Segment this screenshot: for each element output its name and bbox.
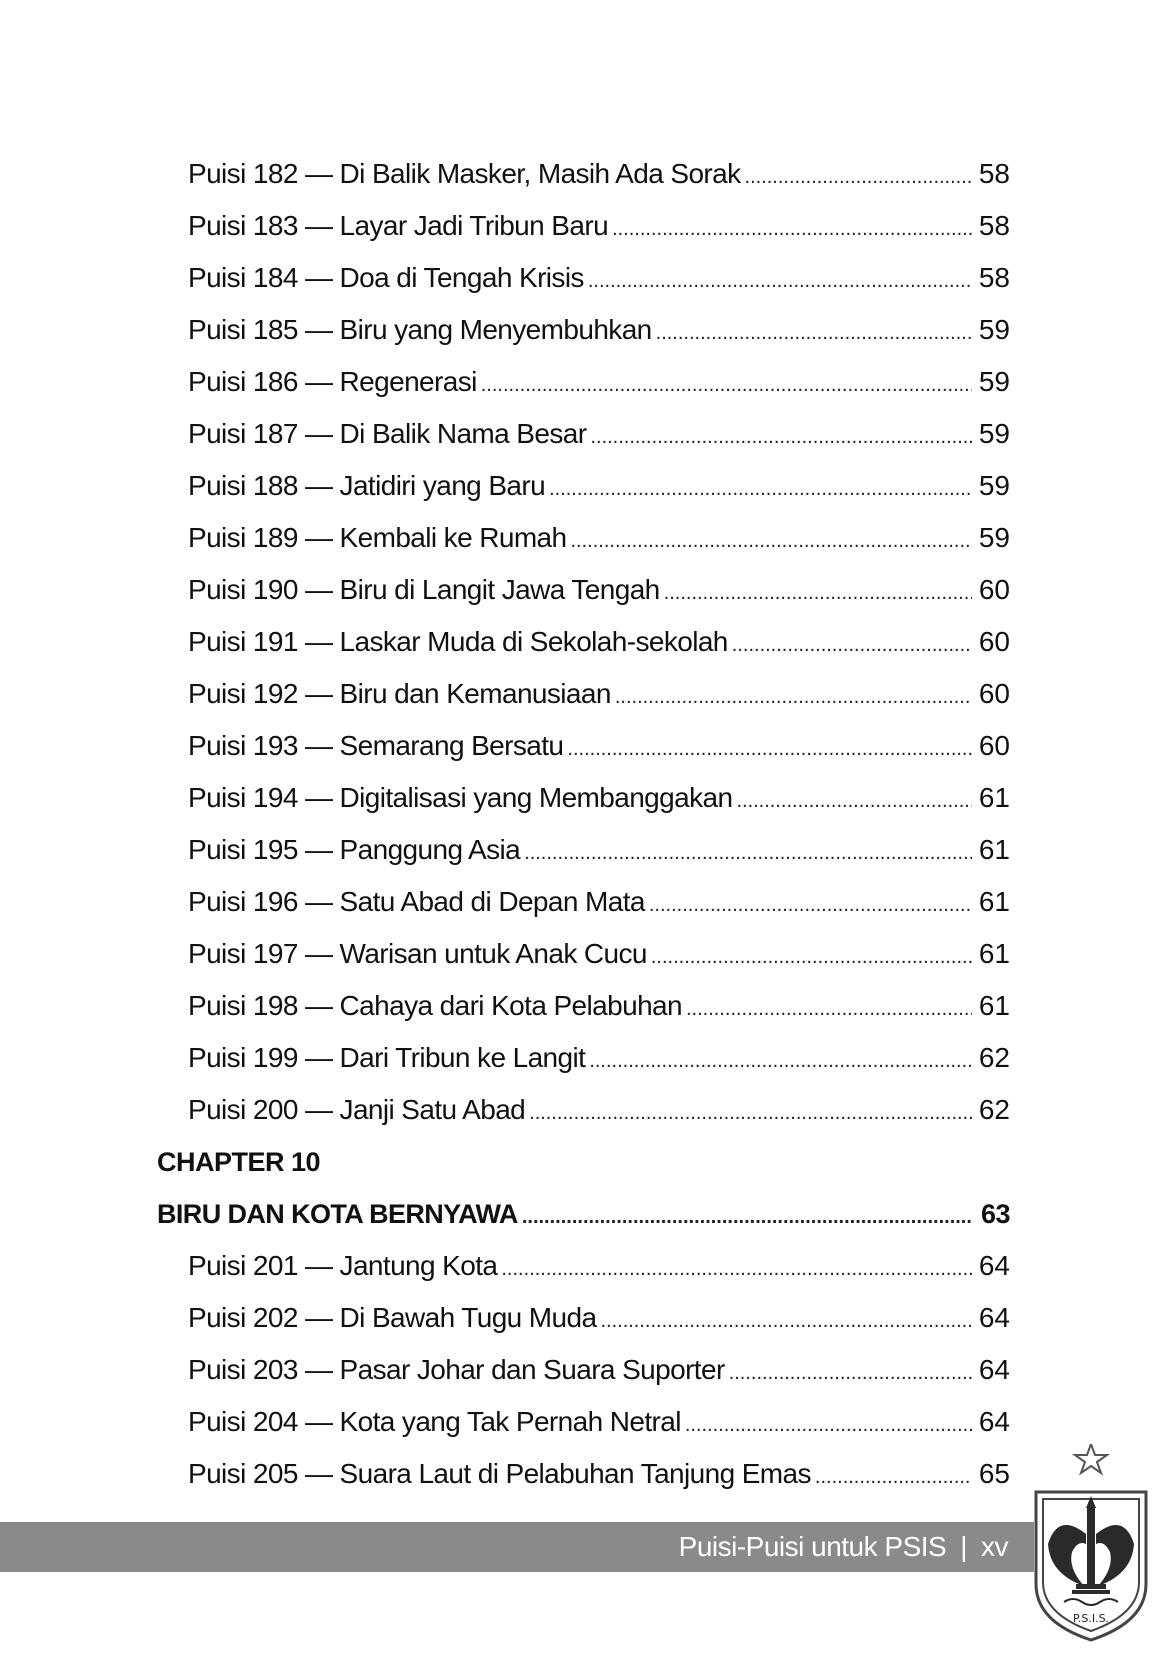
dot-leader [656, 304, 972, 359]
toc-entry[interactable] [0, 304, 1010, 356]
entry-title: Puisi 198 — Cahaya dari Kota Pelabuhan [188, 990, 682, 1021]
entry-title: Puisi 188 — Jatidiri yang Baru [188, 470, 546, 501]
toc-entry[interactable] [0, 1240, 1010, 1292]
dot-leader [664, 564, 972, 619]
monument [1087, 1506, 1095, 1586]
dot-leader [686, 980, 972, 1035]
dot-leader [600, 1292, 972, 1347]
toc-entry[interactable] [0, 356, 1010, 408]
book-title: Puisi-Puisi untuk PSIS [678, 1531, 947, 1562]
entry-title: Puisi 201 — Jantung Kota [188, 1250, 498, 1281]
dot-leader [732, 616, 972, 671]
toc-entry[interactable] [0, 252, 1010, 304]
toc-entry[interactable] [0, 200, 1010, 252]
entry-page-number: 64 [978, 1302, 1010, 1333]
toc-entry[interactable] [0, 928, 1010, 980]
dot-leader [549, 460, 972, 515]
chapter-title: BIRU DAN KOTA BERNYAWA [157, 1199, 518, 1229]
toc-entry[interactable] [0, 980, 1010, 1032]
toc-entry[interactable] [0, 876, 1010, 928]
dot-leader [685, 1396, 972, 1451]
dot-leader [567, 720, 972, 775]
entry-page-number: 62 [978, 1042, 1010, 1073]
entry-title: Puisi 190 — Biru di Langit Jawa Tengah [188, 574, 660, 605]
footer-separator: | [960, 1531, 967, 1562]
dot-leader [589, 1032, 972, 1087]
entry-title: Puisi 203 — Pasar Johar dan Suara Suporter [188, 1354, 725, 1385]
running-footer [679, 1522, 1008, 1572]
toc-entry[interactable] [0, 1032, 1010, 1084]
dot-leader [588, 252, 972, 307]
entry-title: Puisi 189 — Kembali ke Rumah [188, 522, 567, 553]
toc-entry[interactable] [0, 1396, 1010, 1448]
entry-page-number: 61 [978, 782, 1010, 813]
crest-lettering: P.S.I.S. [1072, 1612, 1110, 1625]
entry-page-number: 59 [978, 366, 1010, 397]
entry-page-number: 62 [978, 1094, 1010, 1125]
entry-page-number: 59 [978, 522, 1010, 553]
toc-entry[interactable] [0, 1292, 1010, 1344]
toc-entry[interactable] [0, 668, 1010, 720]
dot-leader [651, 928, 972, 983]
toc-entry[interactable] [0, 616, 1010, 668]
entry-title: Puisi 186 — Regenerasi [188, 366, 477, 397]
toc-entry[interactable] [0, 460, 1010, 512]
dot-leader [590, 408, 972, 463]
entry-page-number: 59 [978, 314, 1010, 345]
dot-leader [815, 1448, 972, 1503]
entry-page-number: 64 [978, 1406, 1010, 1437]
toc-entry[interactable] [0, 408, 1010, 460]
entry-title: Puisi 192 — Biru dan Kemanusiaan [188, 678, 611, 709]
entry-title: Puisi 182 — Di Balik Masker, Masih Ada Sorak [188, 158, 741, 189]
entry-page-number: 59 [978, 470, 1010, 501]
dot-leader [612, 200, 972, 255]
dot-leader [524, 824, 972, 879]
toc-entries-group-2 [0, 1240, 1166, 1500]
entry-title: Puisi 202 — Di Bawah Tugu Muda [188, 1302, 597, 1333]
toc-entries-group-1 [0, 148, 1166, 1136]
entry-page-number: 61 [978, 886, 1010, 917]
toc-entry[interactable] [0, 824, 1010, 876]
entry-title: Puisi 196 — Satu Abad di Depan Mata [188, 886, 645, 917]
dot-leader [729, 1344, 972, 1399]
chapter-title-row[interactable] [0, 1188, 1010, 1240]
entry-title: Puisi 205 — Suara Laut di Pelabuhan Tanjung Emas [188, 1458, 811, 1489]
dot-leader [745, 148, 972, 203]
toc-entry[interactable] [0, 772, 1010, 824]
page-number: xv [981, 1531, 1008, 1562]
entry-title: Puisi 191 — Laskar Muda di Sekolah-sekolah [188, 626, 728, 657]
chapter-page-number: 63 [980, 1199, 1010, 1229]
entry-title: Puisi 194 — Digitalisasi yang Membanggakan [188, 782, 733, 813]
entry-page-number: 59 [978, 418, 1010, 449]
dot-leader [529, 1084, 972, 1139]
footer-bar [0, 1522, 1034, 1572]
entry-page-number: 60 [978, 678, 1010, 709]
dot-leader [501, 1240, 972, 1295]
entry-page-number: 58 [978, 158, 1010, 189]
entry-title: Puisi 199 — Dari Tribun ke Langit [188, 1042, 586, 1073]
entry-page-number: 60 [978, 574, 1010, 605]
toc-entry[interactable] [0, 148, 1010, 200]
dot-leader [736, 772, 972, 827]
entry-title: Puisi 193 — Semarang Bersatu [188, 730, 564, 761]
dot-leader [571, 512, 973, 567]
dot-leader [481, 356, 972, 411]
toc-entry[interactable] [0, 564, 1010, 616]
dot-leader [522, 1188, 972, 1243]
entry-title: Puisi 185 — Biru yang Menyembuhkan [188, 314, 652, 345]
entry-title: Puisi 204 — Kota yang Tak Pernah Netral [188, 1406, 681, 1437]
dot-leader [649, 876, 972, 931]
entry-title: Puisi 184 — Doa di Tengah Krisis [188, 262, 584, 293]
entry-page-number: 61 [978, 834, 1010, 865]
toc-entry[interactable] [0, 720, 1010, 772]
entry-title: Puisi 195 — Panggung Asia [188, 834, 521, 865]
entry-title: Puisi 183 — Layar Jadi Tribun Baru [188, 210, 609, 241]
psis-crest-icon [1028, 1444, 1154, 1644]
table-of-contents [0, 148, 1166, 1500]
entry-page-number: 60 [978, 626, 1010, 657]
star-icon [1075, 1444, 1107, 1473]
entry-title: Puisi 200 — Janji Satu Abad [188, 1094, 526, 1125]
dot-leader [615, 668, 972, 723]
entry-page-number: 61 [978, 938, 1010, 969]
entry-page-number: 64 [978, 1354, 1010, 1385]
entry-page-number: 60 [978, 730, 1010, 761]
toc-entry[interactable] [0, 512, 1010, 564]
toc-entry[interactable] [0, 1084, 1010, 1136]
entry-page-number: 61 [978, 990, 1010, 1021]
entry-title: Puisi 187 — Di Balik Nama Besar [188, 418, 587, 449]
toc-entry[interactable] [0, 1448, 1010, 1500]
entry-page-number: 58 [978, 210, 1010, 241]
entry-title: Puisi 197 — Warisan untuk Anak Cucu [188, 938, 647, 969]
toc-entry[interactable] [0, 1344, 1010, 1396]
entry-page-number: 65 [978, 1458, 1010, 1489]
entry-page-number: 58 [978, 262, 1010, 293]
chapter-label: CHAPTER 10 [157, 1147, 321, 1177]
entry-page-number: 64 [978, 1250, 1010, 1281]
